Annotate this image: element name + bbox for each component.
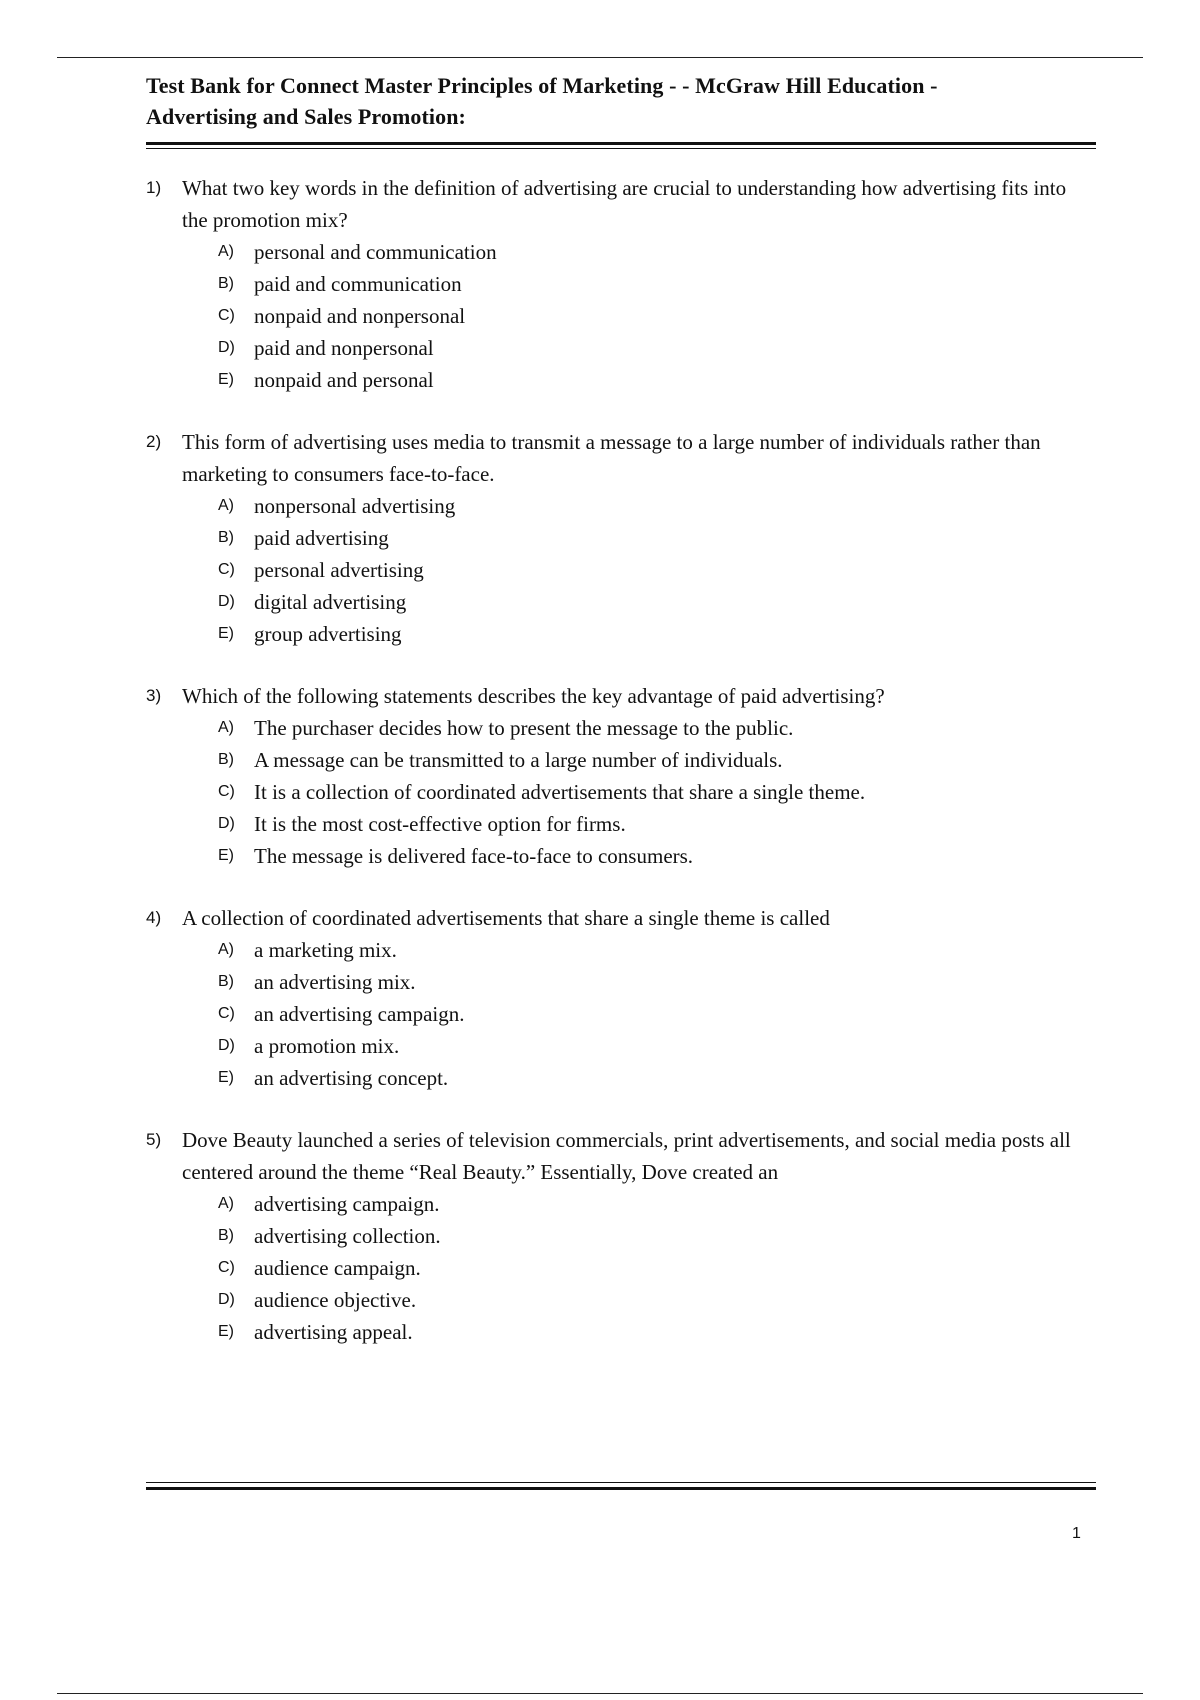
option-letter: D) (218, 339, 235, 356)
option-letter: A) (218, 1195, 234, 1212)
option-letter: A) (218, 719, 234, 736)
option-text: The message is delivered face-to-face to consumers. (254, 844, 694, 868)
option-letter: C) (218, 561, 235, 578)
option-text: advertising appeal. (254, 1320, 413, 1344)
option-b (218, 268, 1096, 300)
option-letter: A) (218, 243, 234, 260)
question-text: What two key words in the definition of advertising are crucial to understanding how advertising fits into the promotion mix? (182, 176, 1067, 232)
question-4 (146, 902, 1096, 1094)
footer-double-rule (146, 1482, 1096, 1492)
option-list (146, 1188, 1096, 1348)
option-b (218, 966, 1096, 998)
question-number: 3) (146, 686, 162, 705)
question-text: This form of advertising uses media to transmit a message to a large number of individuals rather than marketing to consumers face-to-face. (182, 430, 1041, 486)
option-e (218, 1316, 1096, 1348)
option-letter: C) (218, 1259, 235, 1276)
option-letter: D) (218, 1037, 235, 1054)
page-bottom-rule (57, 1693, 1143, 1694)
option-text: an advertising concept. (254, 1066, 449, 1090)
option-c (218, 300, 1096, 332)
option-letter: B) (218, 529, 234, 546)
option-letter: D) (218, 593, 235, 610)
option-text: group advertising (254, 622, 402, 646)
option-d (218, 1030, 1096, 1062)
option-letter: A) (218, 497, 234, 514)
option-text: digital advertising (254, 590, 407, 614)
option-list (146, 236, 1096, 396)
option-list (146, 934, 1096, 1094)
option-text: It is a collection of coordinated advertisements that share a single theme. (254, 780, 866, 804)
option-text: personal advertising (254, 558, 424, 582)
question-text: Which of the following statements describes the key advantage of paid advertising? (182, 684, 885, 708)
option-letter: D) (218, 815, 235, 832)
option-a (218, 236, 1096, 268)
header-double-rule (146, 142, 1096, 152)
question-1 (146, 172, 1096, 396)
option-a (218, 1188, 1096, 1220)
option-letter: E) (218, 371, 234, 388)
option-letter: B) (218, 1227, 234, 1244)
option-text: It is the most cost-effective option for firms. (254, 812, 626, 836)
option-text: personal and communication (254, 240, 497, 264)
option-text: The purchaser decides how to present the message to the public. (254, 716, 794, 740)
option-letter: B) (218, 275, 234, 292)
option-e (218, 618, 1096, 650)
option-letter: D) (218, 1291, 235, 1308)
question-number: 1) (146, 178, 162, 197)
option-text: A message can be transmitted to a large number of individuals. (254, 748, 783, 772)
option-text: audience campaign. (254, 1256, 421, 1280)
option-c (218, 1252, 1096, 1284)
option-d (218, 586, 1096, 618)
option-letter: E) (218, 847, 234, 864)
option-c (218, 776, 1096, 808)
option-text: nonpersonal advertising (254, 494, 456, 518)
option-e (218, 364, 1096, 396)
option-text: an advertising mix. (254, 970, 416, 994)
option-text: a marketing mix. (254, 938, 397, 962)
option-b (218, 744, 1096, 776)
question-number: 2) (146, 432, 162, 451)
option-b (218, 1220, 1096, 1252)
question-text: A collection of coordinated advertisements that share a single theme is called (182, 906, 830, 930)
option-letter: C) (218, 307, 235, 324)
page-number: 1 (1072, 1525, 1081, 1542)
option-b (218, 522, 1096, 554)
option-text: audience objective. (254, 1288, 417, 1312)
question-text: Dove Beauty launched a series of television commercials, print advertisements, and social media posts all centered around the theme “Real Beauty.” Essentially, Dove created an (182, 1128, 1071, 1184)
option-letter: B) (218, 973, 234, 990)
option-list (146, 712, 1096, 872)
option-text: an advertising campaign. (254, 1002, 465, 1026)
option-letter: E) (218, 625, 234, 642)
option-letter: E) (218, 1069, 234, 1086)
question-2 (146, 426, 1096, 650)
document-title-line-1: Test Bank for Connect Master Principles of Marketing - - McGraw Hill Education - (146, 73, 938, 98)
option-letter: B) (218, 751, 234, 768)
option-text: paid and communication (254, 272, 462, 296)
option-c (218, 554, 1096, 586)
document-title-line-2: Advertising and Sales Promotion: (146, 104, 466, 129)
page-top-rule (57, 57, 1143, 58)
question-number: 5) (146, 1130, 162, 1149)
option-e (218, 840, 1096, 872)
option-a (218, 490, 1096, 522)
option-letter: A) (218, 941, 234, 958)
option-a (218, 934, 1096, 966)
option-a (218, 712, 1096, 744)
option-text: nonpaid and personal (254, 368, 434, 392)
option-e (218, 1062, 1096, 1094)
question-number: 4) (146, 908, 162, 927)
option-letter: E) (218, 1323, 234, 1340)
option-d (218, 332, 1096, 364)
option-letter: C) (218, 783, 235, 800)
option-text: paid and nonpersonal (254, 336, 434, 360)
option-d (218, 808, 1096, 840)
option-text: nonpaid and nonpersonal (254, 304, 466, 328)
question-3 (146, 680, 1096, 872)
question-5 (146, 1124, 1096, 1348)
option-d (218, 1284, 1096, 1316)
option-text: a promotion mix. (254, 1034, 400, 1058)
option-c (218, 998, 1096, 1030)
option-text: advertising collection. (254, 1224, 441, 1248)
option-letter: C) (218, 1005, 235, 1022)
document-header (146, 70, 1096, 152)
option-text: advertising campaign. (254, 1192, 440, 1216)
document-body (146, 70, 1096, 1348)
option-list (146, 490, 1096, 650)
option-text: paid advertising (254, 526, 389, 550)
